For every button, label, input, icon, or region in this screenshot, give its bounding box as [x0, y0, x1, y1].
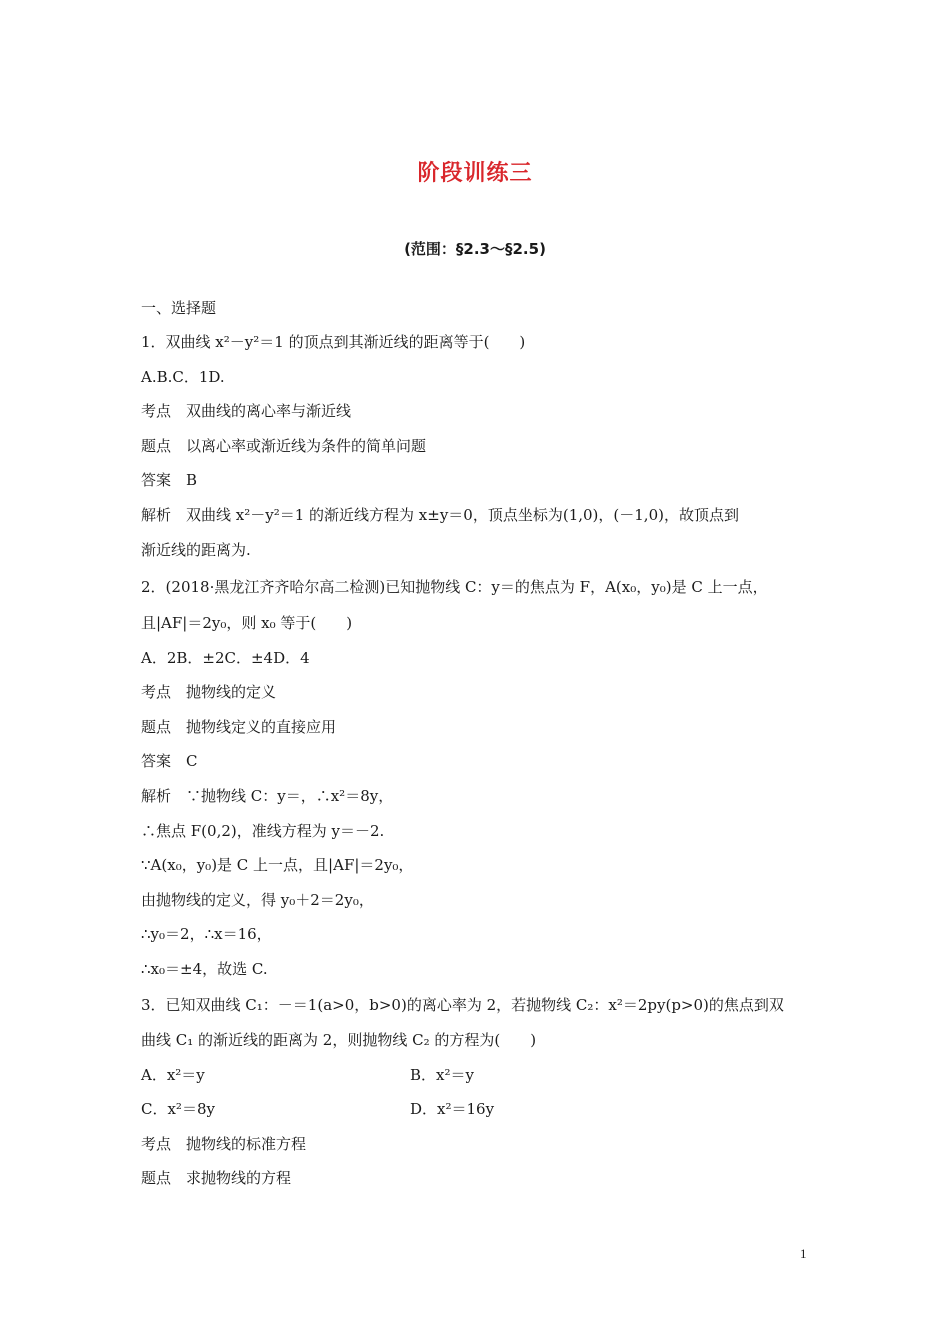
question-3-option-d: D．x²＝16y [410, 1100, 495, 1118]
question-2-analysis: 解析 ∵抛物线 C：y＝，∴x²＝8y， [141, 787, 394, 805]
question-3-topic: 考点 抛物线的标准方程 [141, 1135, 307, 1153]
question-1-stem: 1．双曲线 x²－y²＝1 的顶点到其渐近线的距离等于( ) [141, 333, 526, 351]
question-1-options: A.B.C．1D. [141, 368, 225, 386]
question-2-stem: 2．(2018·黑龙江齐齐哈尔高二检测)已知抛物线 C：y＝的焦点为 F，A(x₀，y₀)是 C 上一点， [141, 578, 768, 596]
section-heading: 一、选择题 [141, 299, 217, 317]
scope-subtitle: (范围：§2.3～§2.5) [404, 240, 546, 258]
question-2-stem-cont: 且|AF|＝2y₀，则 x₀ 等于( ) [141, 614, 353, 632]
question-2-topic: 考点 抛物线的定义 [141, 683, 277, 701]
question-3-subtopic: 题点 求抛物线的方程 [141, 1169, 292, 1187]
question-2-analysis-step: ∴x₀＝±4，故选 C. [141, 960, 268, 978]
document-title: 阶段训练三 [417, 161, 533, 186]
question-3-option-a: A．x²＝y [141, 1066, 205, 1084]
question-3-option-b: B．x²＝y [410, 1066, 474, 1084]
question-3-stem-cont: 曲线 C₁ 的渐近线的距离为 2，则抛物线 C₂ 的方程为( ) [141, 1031, 537, 1049]
page-number: 1 [800, 1246, 807, 1261]
question-2-analysis-step: ∵A(x₀，y₀)是 C 上一点，且|AF|＝2y₀， [141, 856, 414, 874]
question-1-analysis: 解析 双曲线 x²－y²＝1 的渐近线方程为 x±y＝0，顶点坐标为(1,0)，(－1,0)，故顶点到 [141, 506, 739, 524]
question-2-analysis-step: 由抛物线的定义，得 y₀＋2＝2y₀， [141, 891, 374, 909]
question-1-topic: 考点 双曲线的离心率与渐近线 [141, 402, 352, 420]
question-2-analysis-step: ∴焦点 F(0,2)，准线方程为 y＝－2. [141, 822, 385, 840]
question-2-subtopic: 题点 抛物线定义的直接应用 [141, 718, 337, 736]
question-2-analysis-step: ∴y₀＝2，∴x＝16， [141, 925, 272, 943]
question-1-analysis-cont: 渐近线的距离为. [141, 541, 251, 559]
question-1-answer: 答案 B [141, 471, 198, 489]
question-3-option-c: C．x²＝8y [141, 1100, 215, 1118]
question-2-answer: 答案 C [141, 752, 198, 770]
question-3-stem: 3．已知双曲线 C₁：－＝1(a>0，b>0)的离心率为 2，若抛物线 C₂：x²＝2py(p>0)的焦点到双 [141, 996, 784, 1014]
question-2-options: A．2B．±2C．±4D．4 [141, 649, 310, 667]
question-1-subtopic: 题点 以离心率或渐近线为条件的简单问题 [141, 437, 427, 455]
